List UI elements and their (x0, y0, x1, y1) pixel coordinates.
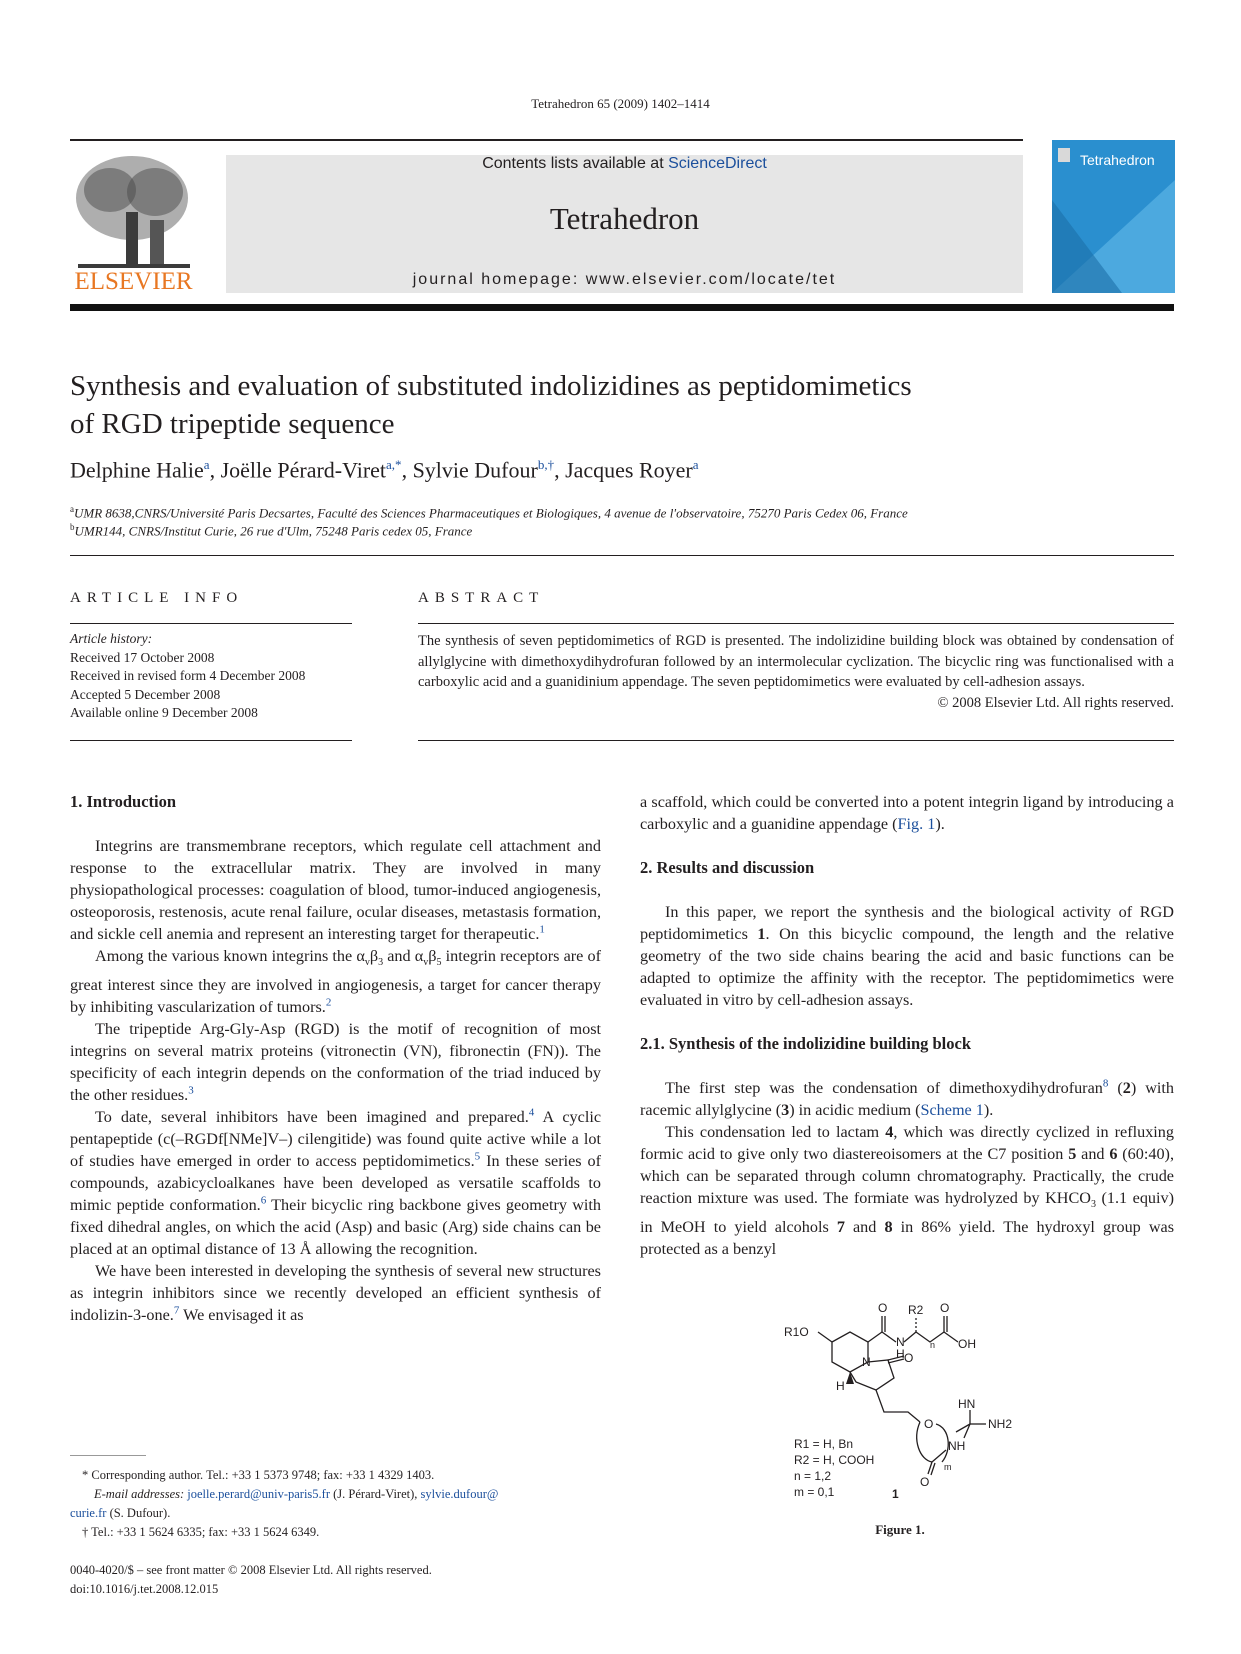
paragraph (640, 1121, 1174, 1260)
footnote-mark: † (82, 1525, 89, 1539)
title-line-2: of RGD tripeptide sequence (70, 408, 395, 440)
journal-cover (1052, 140, 1175, 293)
r1o-label: R1O (784, 1325, 809, 1339)
compound-number: 5 (1068, 1145, 1077, 1163)
amide-n-label: N (896, 1335, 905, 1349)
paragraph-text: a scaffold, which could be converted into a potent integrin ligand by introducing a carboxylic and a guanidine appendage ( (640, 793, 1174, 833)
footnote-text: (J. Pérard-Viret), (330, 1487, 421, 1501)
author-separator: , (401, 457, 413, 483)
doi-line[interactable]: doi:10.1016/j.tet.2008.12.015 (70, 1582, 219, 1596)
author-affiliation-mark: a (203, 457, 210, 472)
footnote-mark: * (82, 1468, 89, 1482)
carbonyl-o-label: O (878, 1301, 888, 1315)
reference-link[interactable]: 7 (173, 1304, 180, 1317)
affiliation-mark: b (70, 522, 75, 532)
paragraph-text: and (844, 1218, 885, 1237)
section-heading-introduction: 1. Introduction (70, 792, 177, 811)
publisher-name: ELSEVIER (74, 268, 193, 295)
paragraph (70, 1106, 601, 1260)
figure-caption: Figure 1. (875, 1522, 925, 1537)
elsevier-logo (70, 150, 197, 295)
article-info-bottom-rule (70, 740, 352, 741)
lactam-o-label: O (904, 1351, 914, 1365)
paragraph-text: in 86% yield. The hydroxyl group was protected as a benzyl (640, 1218, 1175, 1259)
history-label: Article history: (70, 631, 153, 646)
paragraph (640, 791, 1174, 835)
paragraph-text: and (1076, 1145, 1110, 1163)
affiliation-a (70, 504, 1170, 521)
paragraph-text: integrin receptors are of great interest since they are involved in angiogenesis, a target for cancer therapy by inhibiting vascularization of tumors. (70, 947, 601, 1017)
email-link[interactable]: curie.fr (70, 1506, 107, 1520)
dagger-note (70, 1523, 601, 1542)
abstract-heading: ABSTRACT (418, 590, 545, 606)
compound-label: 1 (892, 1487, 899, 1500)
article-title (70, 367, 1130, 443)
contents-line (226, 155, 1023, 173)
author-separator: , (209, 457, 221, 483)
r2-label: R2 (908, 1303, 924, 1317)
paragraph-text: β (369, 947, 379, 965)
author[interactable]: Jacques Royer (565, 457, 693, 483)
paragraph-text: ). (983, 1101, 994, 1119)
abstract-copyright: © 2008 Elsevier Ltd. All rights reserved. (937, 694, 1174, 711)
footnote-rule (70, 1455, 146, 1456)
email-link[interactable]: joelle.perard@univ-paris5.fr (187, 1487, 330, 1501)
subscript: 5 (436, 957, 442, 969)
paragraph-text: , which was directly cyclized in refluxing formic acid to give only two diastereoisomers at the C7 position (640, 1123, 1174, 1163)
header-thick-rule (70, 304, 1174, 311)
figure-1 (780, 1300, 1040, 1500)
paragraph (70, 945, 601, 1018)
title-line-1: Synthesis and evaluation of substituted indolizidines as peptidomimetics (70, 370, 912, 402)
figure-link[interactable]: Fig. 1 (897, 815, 936, 833)
acid-o-label: O (940, 1301, 950, 1315)
paragraph-text: and α (383, 947, 424, 965)
footnote-text: (S. Dufour). (106, 1506, 171, 1520)
right-column (640, 791, 1174, 1260)
paragraph-text: The tripeptide Arg-Gly-Asp (RGD) is the motif of recognition of most integrins on several matrix proteins (vitronectin (VN), fibronectin (FN)). The specificity of each integrin depends on the conformation of the triad induced by the other residues. (70, 1020, 601, 1105)
oh-label: OH (958, 1337, 976, 1351)
article-info-heading: ARTICLE INFO (70, 590, 244, 606)
compound-number: 7 (836, 1218, 845, 1237)
paragraph-text: β (428, 947, 437, 965)
reference-link[interactable]: 4 (528, 1106, 535, 1119)
subscript: 3 (378, 957, 384, 969)
history-received: Received 17 October 2008 (70, 649, 215, 665)
ether-o-label: O (924, 1417, 934, 1431)
article-history (70, 630, 360, 723)
subscript: v (423, 957, 429, 969)
paragraph-text: We have been interested in developing the synthesis of several new structures as integrin inhibitors since we recently developed an efficient synthesis of indolizin-3-one. (70, 1262, 601, 1325)
reference-link[interactable]: 1 (539, 923, 545, 936)
bridge-h-label: H (836, 1379, 845, 1393)
header-rule (70, 139, 1023, 141)
history-accepted: Accepted 5 December 2008 (70, 686, 221, 702)
paragraph-text: (60:40), which can be separated through column chromatography. Practically, the crude reaction mixture was used. The formiate was hydrolyzed by KHCO (640, 1145, 1174, 1207)
paragraph (70, 1018, 601, 1106)
contents-prefix: Contents lists available at (482, 155, 669, 172)
compound-number: 6 (1109, 1145, 1118, 1163)
compound-number: 2 (1122, 1079, 1131, 1097)
paragraph-text: To date, several inhibitors have been imagined and prepared. (95, 1108, 529, 1127)
section-heading-results: 2. Results and discussion (640, 858, 815, 877)
footnote-text: Tel.: +33 1 5624 6335; fax: +33 1 5624 6349. (91, 1525, 320, 1539)
reference-link[interactable]: 2 (325, 996, 332, 1009)
footnote-text: Corresponding author. Tel.: +33 1 5373 9748; fax: +33 1 4329 1403. (91, 1468, 435, 1482)
paragraph-text: The first step was the condensation of dimethoxydihydrofuran (665, 1079, 1103, 1097)
hn-label: HN (958, 1397, 976, 1411)
subscript: v (364, 957, 370, 969)
masthead (226, 155, 1023, 293)
affiliation-mark: a (70, 504, 74, 514)
paragraph-text: Integrins are transmembrane receptors, which regulate cell attachment and response to the extracellular matrix. They are involved in many physiopathological processes: coagulation of blood, tumor-induced angiogenesis, osteoporosis, restenosis, acute renal failure, ocular diseases, metastasis formation, and sickle cell anemia and represent an interesting target for therapeutic. (70, 837, 601, 943)
email-link[interactable]: sylvie.dufour@ (420, 1487, 499, 1501)
chemical-structure (780, 1300, 1040, 1500)
paragraph (640, 901, 1174, 1011)
affiliation-text: UMR 8638,CNRS/Université Paris Decsartes, Faculté des Sciences Pharmaceutiques et Biologiques, 4 avenue de l'observatoire, 75270 Paris Cedex 06, France (74, 505, 908, 521)
left-column (70, 791, 601, 1326)
author-affiliation-mark: b,† (537, 457, 555, 472)
front-matter (70, 1561, 630, 1599)
legend-r2: R2 = H, COOH (794, 1453, 875, 1467)
footnotes (70, 1466, 601, 1542)
author-list (70, 457, 1170, 483)
corresponding-author-note (70, 1466, 601, 1485)
email-note (70, 1485, 601, 1504)
abstract-bottom-rule (418, 740, 1174, 741)
nh2-label: NH2 (988, 1417, 1013, 1431)
author[interactable]: Delphine Halie (70, 457, 204, 483)
subsection-heading: 2.1. Synthesis of the indolizidine building block (640, 1034, 972, 1053)
sciencedirect-link[interactable]: ScienceDirect (668, 155, 767, 172)
paragraph-text: In these series of compounds, azabicycloalkanes have been developed as versatile scaffolds to mimic peptide conformation. (70, 1152, 601, 1215)
ester-o-label: O (920, 1475, 930, 1489)
reference-link[interactable]: 6 (260, 1194, 267, 1207)
reference-link[interactable]: 5 (474, 1150, 481, 1163)
amide-h-label: H (896, 1347, 905, 1361)
paragraph-text: Their bicyclic ring backbone gives geometry with fixed dihedral angles, on which the acid (Asp) and basic (Arg) side chains can be placed at an optimal distance of 13 Å allowing the recognition. (70, 1196, 601, 1259)
m-subscript-label: m (944, 1462, 952, 1472)
paragraph-text: In this paper, we report the synthesis and the biological activity of RGD peptidomimetics (640, 903, 1174, 943)
compound-number: 1 (757, 925, 766, 943)
abstract-text: The synthesis of seven peptidomimetics of RGD is presented. The indolizidine building block was obtained by condensation of allylglycine with dimethoxydihydrofuran followed by an intermolecular cyclization. The bicyclic ring was functionalised with a carboxylic acid and a guanidinium appendage. The seven peptidomimetics were evaluated by cell-adhesion assays. (418, 633, 1174, 690)
affiliation-rule (70, 555, 1174, 556)
subscript: 3 (1090, 1199, 1096, 1211)
reference-link[interactable]: 3 (188, 1084, 194, 1097)
paragraph-text: ) with racemic allylglycine ( (640, 1079, 1175, 1119)
paragraph-text: . On this bicyclic compound, the length and the relative geometry of the two side chains bearing the acid and basic functions can be adapted to optimize the affinity with the receptor. The peptidomimetics were evaluated in vitro by cell-adhesion assays. (640, 925, 1174, 1009)
compound-number: 4 (885, 1123, 894, 1141)
scheme-link[interactable]: Scheme 1 (920, 1101, 984, 1119)
author[interactable]: Sylvie Dufour (412, 457, 538, 483)
legend-n: n = 1,2 (794, 1469, 832, 1483)
abstract-rule (418, 623, 1174, 624)
author-affiliation-mark: a,* (386, 457, 402, 472)
cover-title: Tetrahedron (1080, 152, 1155, 168)
legend-r1: R1 = H, Bn (794, 1437, 854, 1451)
author[interactable]: Joëlle Pérard-Viret (220, 457, 387, 483)
paragraph-text: (1.1 equiv) in MeOH to yield alcohols (640, 1189, 1175, 1237)
paragraph (70, 835, 601, 945)
affiliation-b (70, 522, 1170, 539)
n-subscript-label: n (930, 1340, 936, 1350)
article-info-rule (70, 623, 352, 624)
issn-line: 0040-4020/$ – see front matter © 2008 Elsevier Ltd. All rights reserved. (70, 1563, 432, 1577)
history-online: Available online 9 December 2008 (70, 705, 258, 720)
ring-n-label: N (862, 1355, 871, 1369)
compound-number: 8 (884, 1218, 893, 1237)
paragraph-text: ) in acidic medium ( (789, 1101, 921, 1119)
author-separator: , (554, 457, 566, 483)
email-label: E-mail addresses: (94, 1487, 185, 1501)
paragraph-text: This condensation led to lactam (665, 1123, 886, 1141)
affiliation-text: UMR144, CNRS/Institut Curie, 26 rue d'Ulm, 75248 Paris cedex 05, France (74, 523, 473, 539)
compound-number: 3 (781, 1101, 790, 1119)
paragraph-text: A cyclic pentapeptide (c(–RGDf[NMe]V–) cilengitide) was found quite active while a lot of studies have emerged in order to access peptidomimetics. (70, 1108, 602, 1171)
email-note-cont (70, 1504, 601, 1523)
legend-m: m = 0,1 (794, 1485, 835, 1499)
paragraph-text: Among the various known integrins the α (95, 947, 365, 965)
paragraph (70, 1260, 601, 1326)
nh-label: NH (948, 1439, 966, 1453)
paragraph (640, 1077, 1174, 1121)
journal-homepage[interactable]: journal homepage: www.elsevier.com/locate/tet (412, 271, 837, 288)
author-affiliation-mark: a (692, 457, 699, 472)
history-revised: Received in revised form 4 December 2008 (70, 668, 306, 683)
abstract (418, 631, 1174, 713)
journal-citation: Tetrahedron 65 (2009) 1402–1414 (531, 96, 710, 111)
paragraph-text: We envisaged it as (179, 1306, 304, 1325)
paragraph-text: ( (1108, 1079, 1123, 1097)
reference-link[interactable]: 8 (1102, 1077, 1109, 1090)
paragraph-text: ). (935, 815, 945, 833)
journal-name: Tetrahedron (549, 201, 700, 236)
